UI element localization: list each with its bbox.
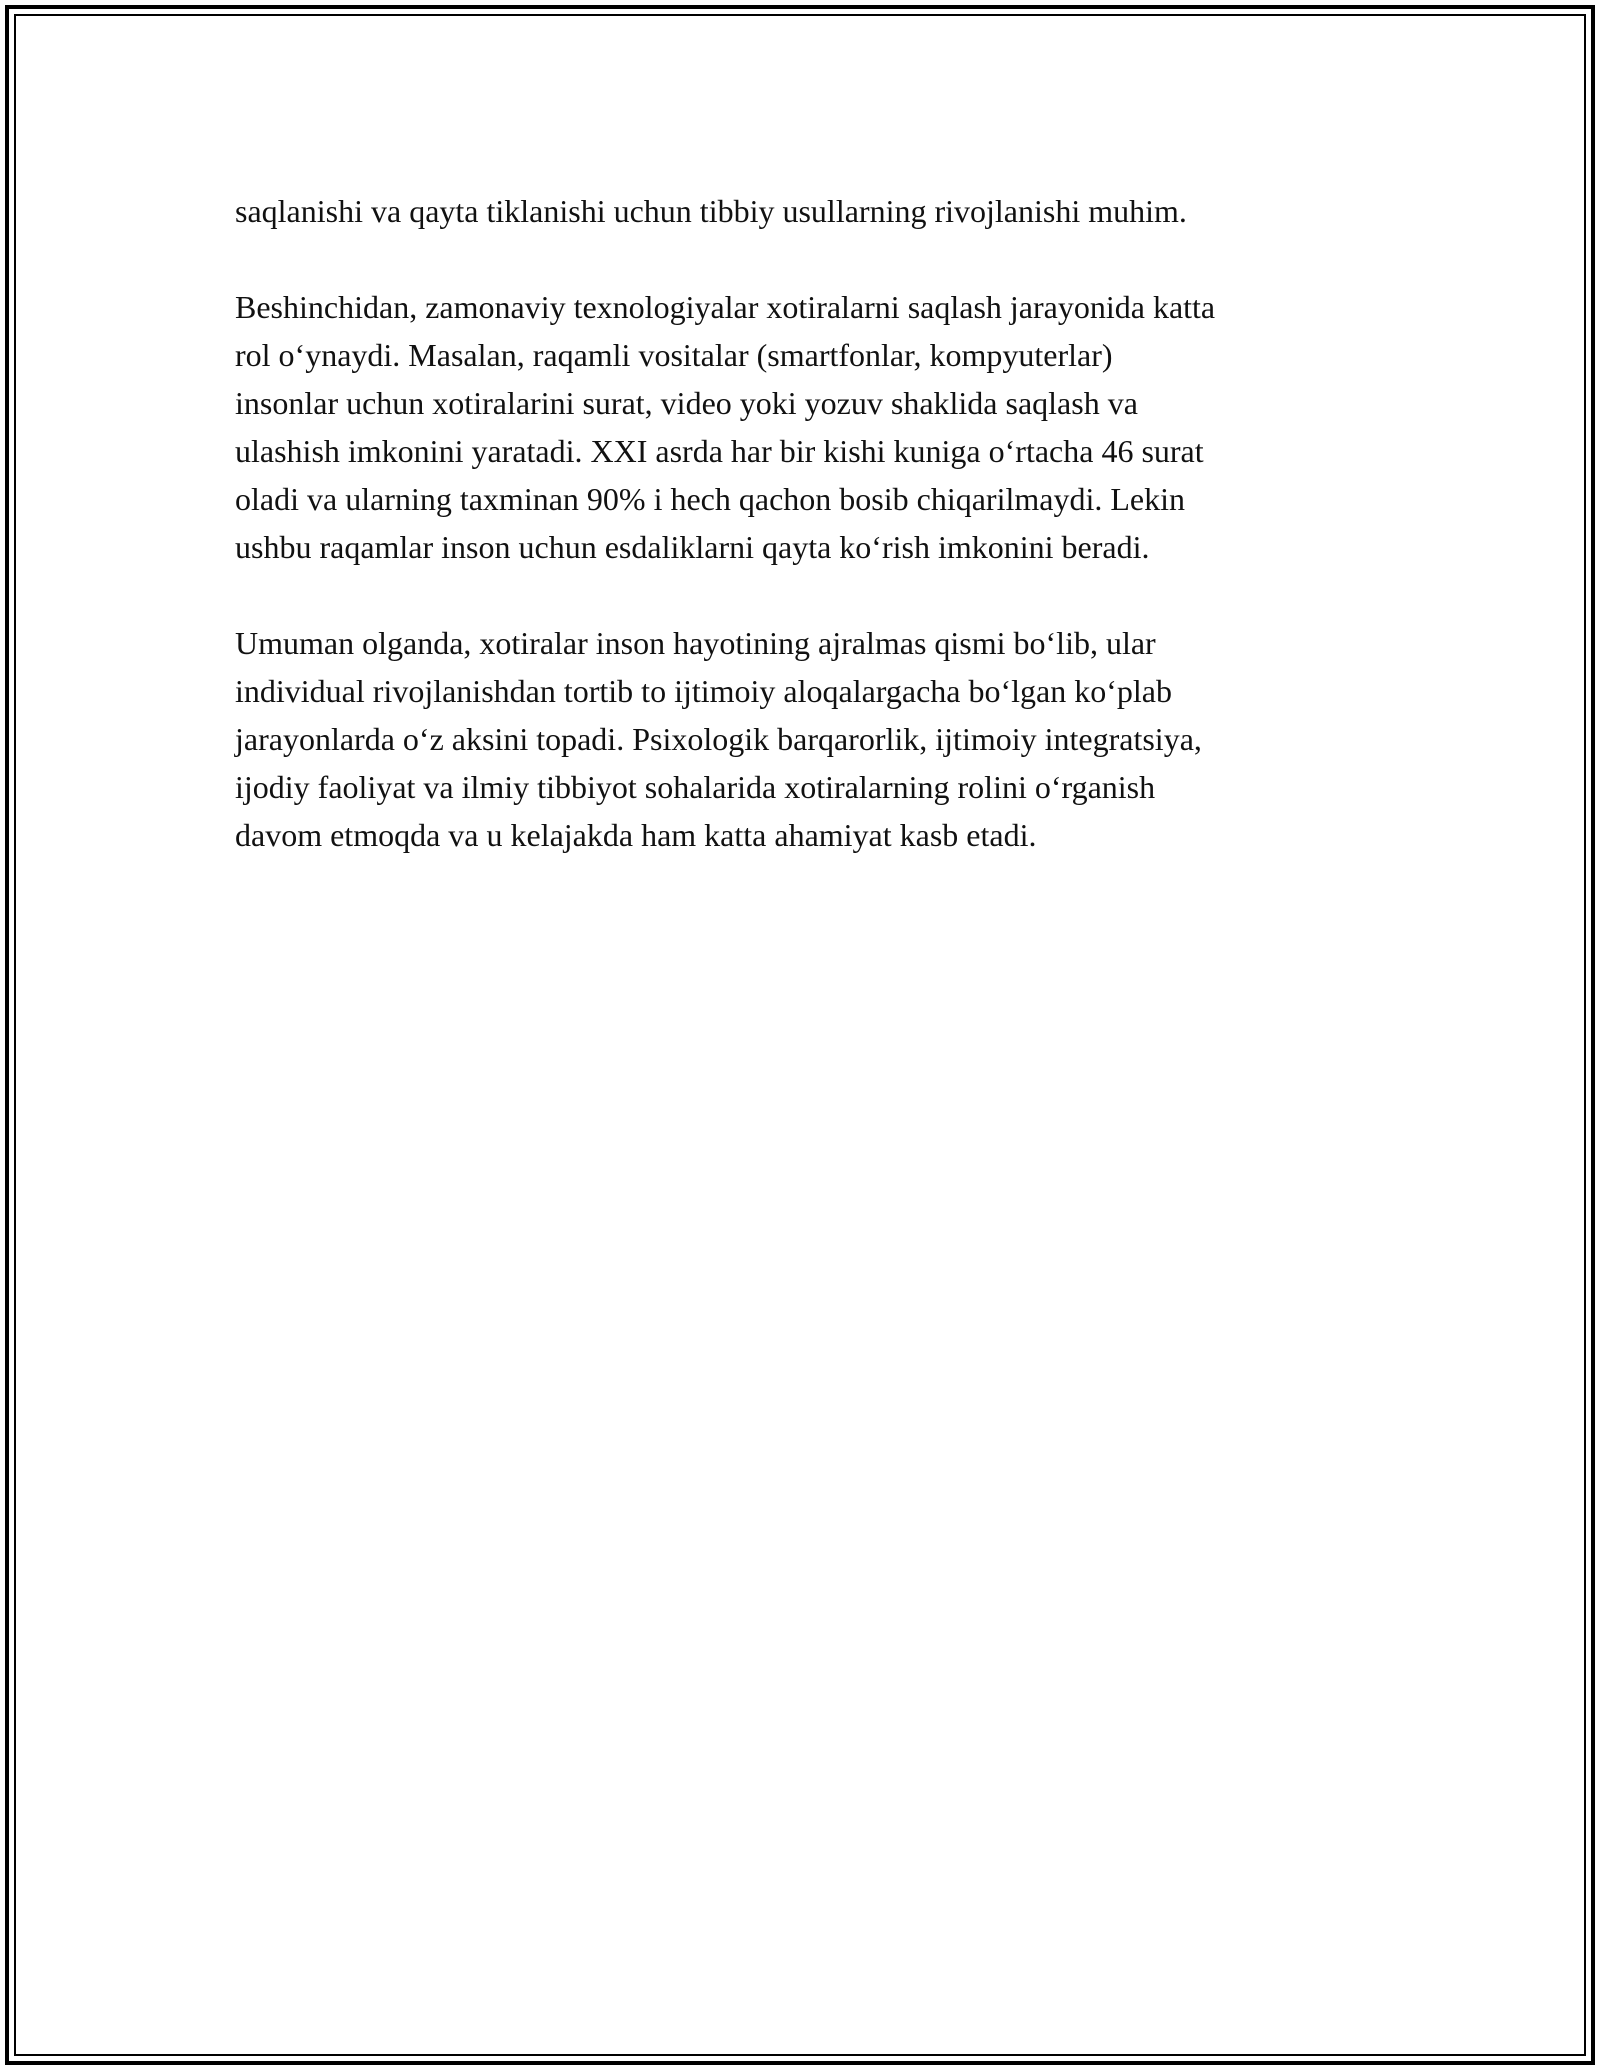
paragraph-2: [235, 283, 1415, 571]
text-line: rol o‘ynaydi. Masalan, raqamli vositalar (smartfonlar, kompyuterlar): [235, 337, 1113, 373]
text-line: Beshinchidan, zamonaviy texnologiyalar xotiralarni saqlash jarayonida katta: [235, 289, 1216, 325]
text-line: jarayonlarda o‘z aksini topadi. Psixologik barqarorlik, ijtimoiy integratsiya,: [235, 721, 1202, 757]
text-line: oladi va ularning taxminan 90% i hech qachon bosib chiqarilmaydi. Lekin: [235, 481, 1185, 517]
text-line: saqlanishi va qayta tiklanishi uchun tibbiy usullarning rivojlanishi muhim.: [235, 193, 1187, 229]
text-line: insonlar uchun xotiralarini surat, video yoki yozuv shaklida saqlash va: [235, 385, 1138, 421]
paragraph-1: [235, 187, 1415, 235]
text-line: individual rivojlanishdan tortib to ijtimoiy aloqalargacha bo‘lgan ko‘plab: [235, 673, 1172, 709]
text-line: ulashish imkonini yaratadi. XXI asrda har bir kishi kuniga o‘rtacha 46 surat: [235, 433, 1204, 469]
paragraph-3: [235, 619, 1415, 859]
text-line: davom etmoqda va u kelajakda ham katta ahamiyat kasb etadi.: [235, 817, 1037, 853]
document-body: [235, 187, 1415, 907]
text-line: ijodiy faoliyat va ilmiy tibbiyot sohalarida xotiralarning rolini o‘rganish: [235, 769, 1156, 805]
text-line: Umuman olganda, xotiralar inson hayotining ajralmas qismi bo‘lib, ular: [235, 625, 1156, 661]
text-line: ushbu raqamlar inson uchun esdaliklarni qayta ko‘rish imkonini beradi.: [235, 529, 1150, 565]
